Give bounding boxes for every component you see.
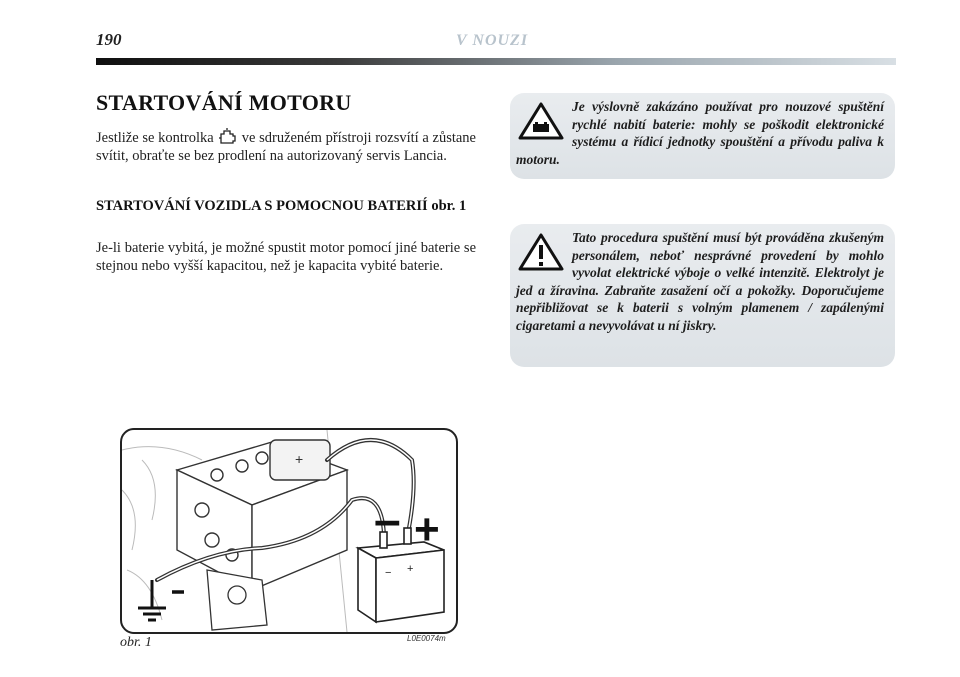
engine-failure-lamp-icon bbox=[218, 128, 238, 145]
warning-box-charging bbox=[510, 93, 895, 179]
page-title: STARTOVÁNÍ MOTORU bbox=[96, 90, 352, 115]
intro-text-end: ve sdruženém přístroji rozsvítí a zůstane svítit, obraťte se bez prodlení na autorizovaný servis Lancia. bbox=[96, 130, 476, 164]
jumpstart-diagram bbox=[122, 430, 456, 632]
svg-text:−: − bbox=[385, 567, 392, 579]
car-battery-plus-label: + bbox=[295, 451, 304, 467]
svg-text:+: + bbox=[407, 563, 414, 575]
page-number: 190 bbox=[96, 30, 122, 49]
intro-text-start: Jestliže se kontrolka bbox=[96, 130, 214, 146]
subsection-title: STARTOVÁNÍ VOZIDLA S POMOCNOU BATERIÍ obr. 1 bbox=[96, 198, 467, 214]
header-rule bbox=[96, 58, 896, 65]
jumpstart-paragraph: Je-li baterie vybitá, je možné spustit motor pomocí jiné baterie se stejnou nebo vyšší kapacitou, než je kapacita vybité baterie. bbox=[96, 240, 476, 274]
ground-symbol bbox=[138, 580, 184, 620]
car-battery bbox=[177, 440, 347, 590]
battery-warning-icon bbox=[516, 100, 566, 142]
figure-caption: obr. 1 bbox=[120, 635, 152, 650]
plus-label: + bbox=[414, 505, 440, 554]
jumpstart-illustration bbox=[120, 428, 458, 634]
figure-code: L0E0074m bbox=[407, 634, 446, 643]
intro-paragraph bbox=[96, 128, 476, 165]
warning-text-charging: Je výslovně zakázáno používat pro nouzové spuštění rychlé nabití baterie: mohly se poškodit elektronické systému a řídicí jednotky spouštění a přívodu paliva k motoru. bbox=[516, 99, 884, 167]
warning-box-procedure bbox=[510, 224, 895, 367]
warning-text-procedure: Tato procedura spuštění musí být prováděna zkušeným personálem, neboť nesprávné provedení by mohlo vyvolat elektrické výboje o velké intenzitě. Elektrolyt je jed a žíravina. Zabraňte zasažení očí a pokožky. Doporučujeme nepřibližovat se k baterii s volným plamenem / zapálenými cigaretami a nevyvolávat u ní jiskry. bbox=[516, 230, 884, 333]
warning-triangle-icon bbox=[516, 231, 566, 273]
minus-label: – bbox=[374, 494, 401, 547]
section-title: V NOUZI bbox=[456, 32, 529, 49]
